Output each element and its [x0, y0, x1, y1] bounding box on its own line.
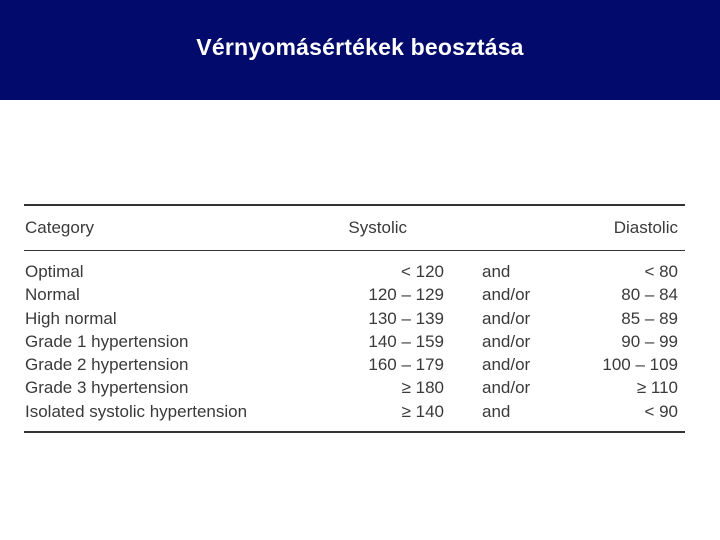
table-row: [24, 376, 685, 399]
cell-systolic: 120 – 129: [368, 285, 444, 305]
table-row: [24, 283, 685, 306]
cell-diastolic: < 90: [644, 401, 678, 421]
cell-join: and: [482, 262, 511, 281]
blood-pressure-table: [24, 204, 685, 433]
cell-category: Grade 2 hypertension: [25, 355, 189, 375]
header-diastolic: Diastolic: [613, 218, 678, 237]
cell-systolic: 140 – 159: [368, 331, 444, 351]
cell-join: and/or: [482, 378, 531, 398]
header-category: Category: [25, 218, 94, 237]
cell-diastolic: 85 – 89: [621, 308, 678, 328]
cell-systolic: ≥ 180: [401, 378, 444, 398]
title-banner: [0, 0, 720, 100]
cell-diastolic: ≥ 110: [636, 378, 678, 398]
cell-systolic: 130 – 139: [368, 308, 444, 328]
cell-join: and/or: [482, 308, 531, 328]
slide-title: Vérnyomásértékek beosztása: [196, 34, 524, 60]
cell-systolic: ≥ 140: [401, 401, 444, 421]
cell-join: and/or: [482, 355, 531, 375]
cell-join: and: [482, 401, 511, 421]
header-systolic: Systolic: [348, 218, 407, 237]
table-row: [24, 307, 685, 330]
table-row: [24, 400, 685, 423]
table-row: [24, 353, 685, 376]
cell-category: Optimal: [25, 262, 84, 281]
cell-category: Grade 1 hypertension: [25, 331, 189, 351]
cell-category: Normal: [25, 285, 80, 305]
table-row: [24, 260, 685, 283]
cell-systolic: < 120: [400, 262, 444, 281]
cell-systolic: 160 – 179: [368, 355, 444, 375]
cell-category: High normal: [25, 308, 117, 328]
cell-diastolic: 100 – 109: [602, 355, 678, 375]
cell-diastolic: 90 – 99: [621, 331, 678, 351]
cell-category: Isolated systolic hypertension: [25, 401, 248, 421]
cell-diastolic: 80 – 84: [621, 285, 678, 305]
table-spacer: [24, 251, 685, 260]
cell-join: and/or: [482, 285, 531, 305]
cell-diastolic: < 80: [644, 262, 678, 281]
table-spacer: [24, 423, 685, 431]
table-header-row: [24, 206, 685, 251]
cell-category: Grade 3 hypertension: [25, 378, 189, 398]
table-row: [24, 330, 685, 353]
cell-join: and/or: [482, 331, 531, 351]
